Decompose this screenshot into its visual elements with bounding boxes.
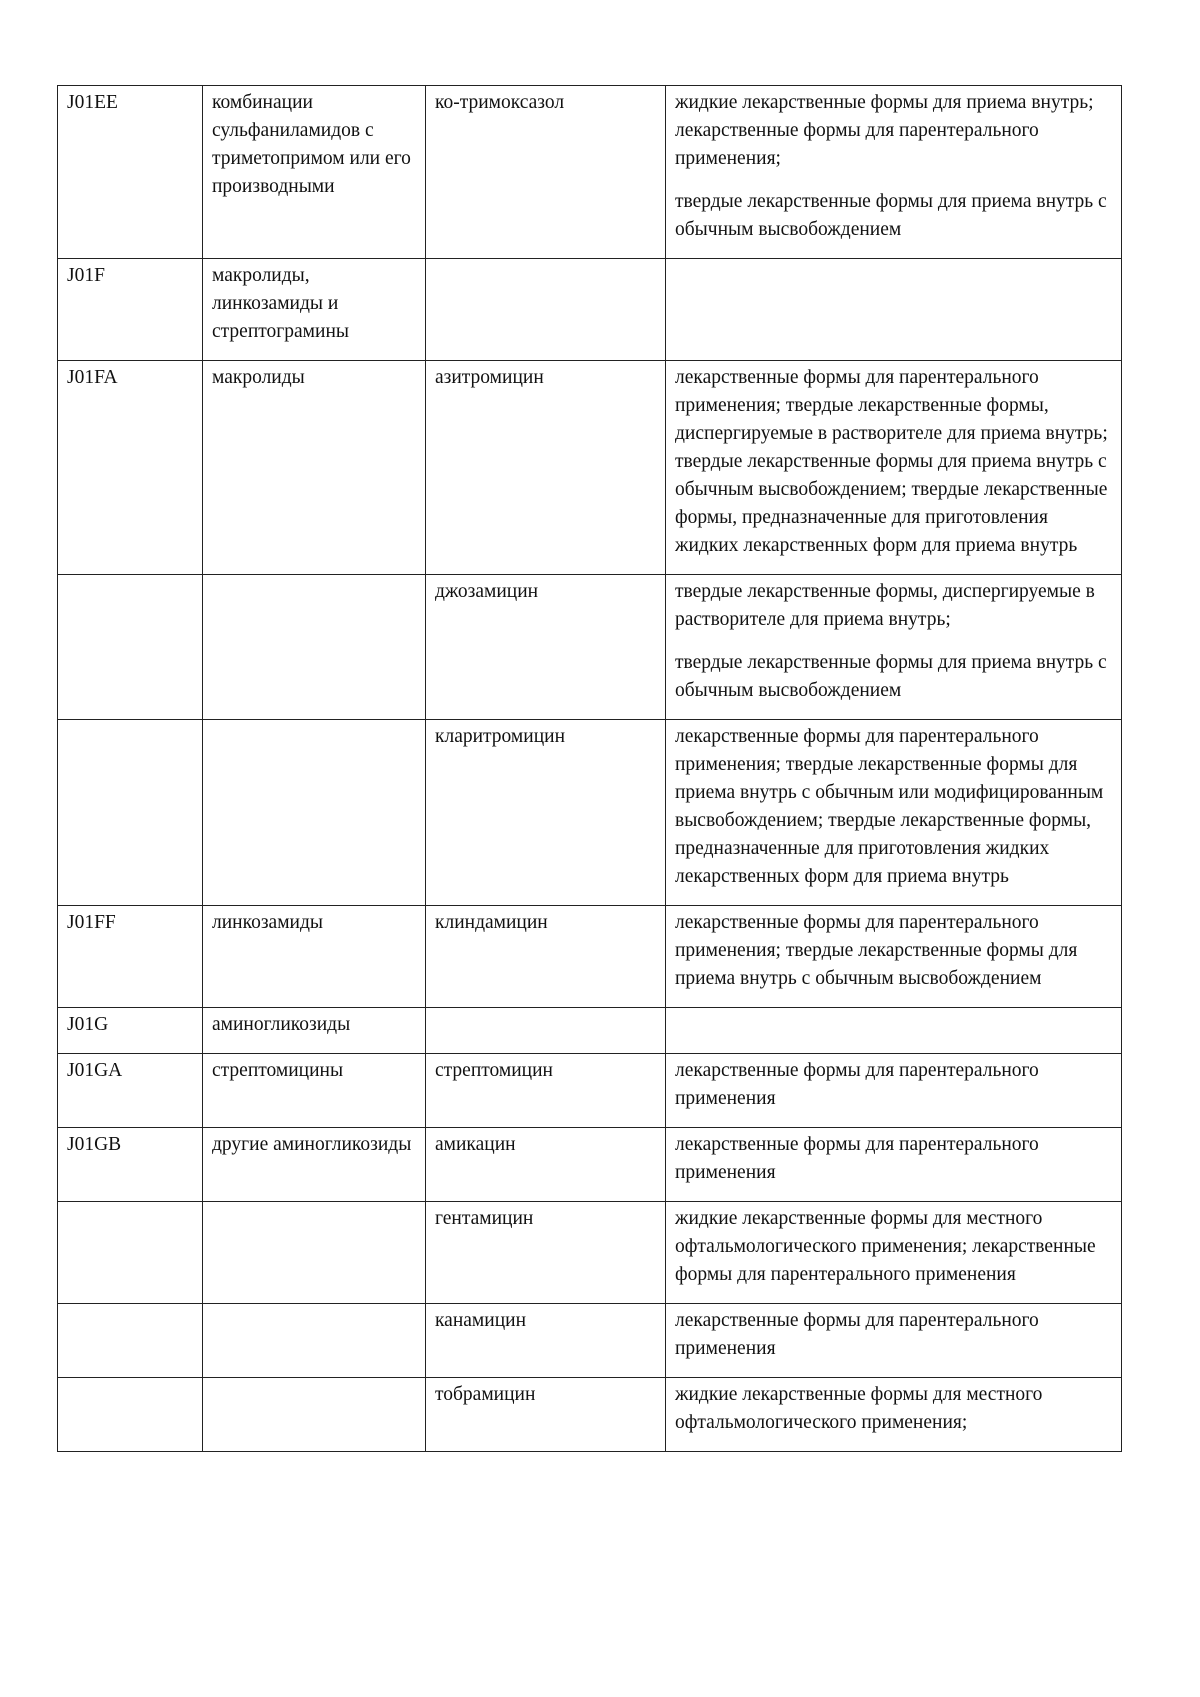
atc-group-cell <box>203 575 426 720</box>
atc-group-cell <box>203 720 426 906</box>
atc-code-cell: J01FF <box>58 906 203 1008</box>
dosage-form-paragraph: жидкие лекарственные формы для приема внутрь; лекарственные формы для парентерального применения; <box>675 92 1094 169</box>
dosage-forms-cell <box>666 259 1122 361</box>
atc-code-cell <box>58 1202 203 1304</box>
atc-code-cell <box>58 1304 203 1378</box>
dosage-forms-cell <box>666 86 1122 259</box>
atc-code-cell <box>58 575 203 720</box>
dosage-form-paragraph: лекарственные формы для парентерального применения; твердые лекарственные формы, диспергируемые в растворителе для приема внутрь; твердые лекарственные формы для приема внутрь с обычным высвобождением; твердые лекарственные формы, предназначенные для приготовления жидких лекарственных форм для приема внутрь <box>675 367 1108 556</box>
drug-name-cell <box>426 259 666 361</box>
dosage-form-paragraph: твердые лекарственные формы, диспергируемые в растворителе для приема внутрь; <box>675 581 1095 630</box>
dosage-form-paragraph: лекарственные формы для парентерального применения <box>675 1134 1039 1183</box>
atc-group-cell <box>203 1202 426 1304</box>
dosage-forms-cell <box>666 1202 1122 1304</box>
table-row <box>58 1202 1122 1304</box>
drug-table <box>57 85 1122 1452</box>
dosage-forms-cell <box>666 720 1122 906</box>
table-row <box>58 1008 1122 1054</box>
table-row <box>58 361 1122 575</box>
atc-group-cell: другие аминогликозиды <box>203 1128 426 1202</box>
atc-code-cell: J01F <box>58 259 203 361</box>
atc-group-cell: стрептомицины <box>203 1054 426 1128</box>
atc-code-cell: J01GB <box>58 1128 203 1202</box>
drug-name-cell: канамицин <box>426 1304 666 1378</box>
atc-code-cell: J01FA <box>58 361 203 575</box>
atc-code-cell <box>58 1378 203 1452</box>
atc-code-cell: J01G <box>58 1008 203 1054</box>
dosage-forms-cell <box>666 1304 1122 1378</box>
dosage-forms-cell <box>666 1008 1122 1054</box>
table-row <box>58 259 1122 361</box>
dosage-forms-cell <box>666 575 1122 720</box>
drug-name-cell: джозамицин <box>426 575 666 720</box>
dosage-form-paragraph: жидкие лекарственные формы для местного офтальмологического применения; лекарственные формы для парентерального применения <box>675 1208 1096 1285</box>
atc-code-cell: J01GA <box>58 1054 203 1128</box>
table-row <box>58 1054 1122 1128</box>
drug-name-cell: стрептомицин <box>426 1054 666 1128</box>
dosage-form-paragraph: жидкие лекарственные формы для местного офтальмологического применения; <box>675 1384 1043 1433</box>
table-row <box>58 575 1122 720</box>
drug-name-cell: кларитромицин <box>426 720 666 906</box>
atc-group-cell <box>203 1304 426 1378</box>
atc-code-cell: J01EE <box>58 86 203 259</box>
dosage-forms-cell <box>666 1054 1122 1128</box>
dosage-form-paragraph: лекарственные формы для парентерального применения; твердые лекарственные формы для приема внутрь с обычным или модифицированным высвобождением; твердые лекарственные формы, предназначенные для приготовления жидких лекарственных форм для приема внутрь <box>675 726 1104 887</box>
table-row <box>58 1128 1122 1202</box>
atc-group-cell: макролиды, линкозамиды и стрептограмины <box>203 259 426 361</box>
drug-name-cell: ко-тримоксазол <box>426 86 666 259</box>
atc-group-cell: комбинации сульфаниламидов с триметопримом или его производными <box>203 86 426 259</box>
drug-name-cell: азитромицин <box>426 361 666 575</box>
drug-name-cell: клиндамицин <box>426 906 666 1008</box>
dosage-forms-cell <box>666 906 1122 1008</box>
dosage-form-paragraph: твердые лекарственные формы для приема внутрь с обычным высвобождением <box>675 191 1107 240</box>
atc-group-cell: макролиды <box>203 361 426 575</box>
atc-group-cell: аминогликозиды <box>203 1008 426 1054</box>
atc-group-cell: линкозамиды <box>203 906 426 1008</box>
atc-group-cell <box>203 1378 426 1452</box>
drug-name-cell: амикацин <box>426 1128 666 1202</box>
dosage-forms-cell <box>666 1378 1122 1452</box>
table-row <box>58 720 1122 906</box>
table-row <box>58 1378 1122 1452</box>
dosage-forms-cell <box>666 1128 1122 1202</box>
dosage-forms-cell <box>666 361 1122 575</box>
drug-name-cell <box>426 1008 666 1054</box>
dosage-form-paragraph: лекарственные формы для парентерального применения <box>675 1310 1039 1359</box>
dosage-form-paragraph: лекарственные формы для парентерального применения <box>675 1060 1039 1109</box>
table-row <box>58 86 1122 259</box>
atc-code-cell <box>58 720 203 906</box>
table-row <box>58 906 1122 1008</box>
drug-name-cell: тобрамицин <box>426 1378 666 1452</box>
dosage-form-paragraph: лекарственные формы для парентерального применения; твердые лекарственные формы для приема внутрь с обычным высвобождением <box>675 912 1078 989</box>
table-row <box>58 1304 1122 1378</box>
table-body <box>58 86 1122 1452</box>
drug-name-cell: гентамицин <box>426 1202 666 1304</box>
dosage-form-paragraph: твердые лекарственные формы для приема внутрь с обычным высвобождением <box>675 652 1107 701</box>
